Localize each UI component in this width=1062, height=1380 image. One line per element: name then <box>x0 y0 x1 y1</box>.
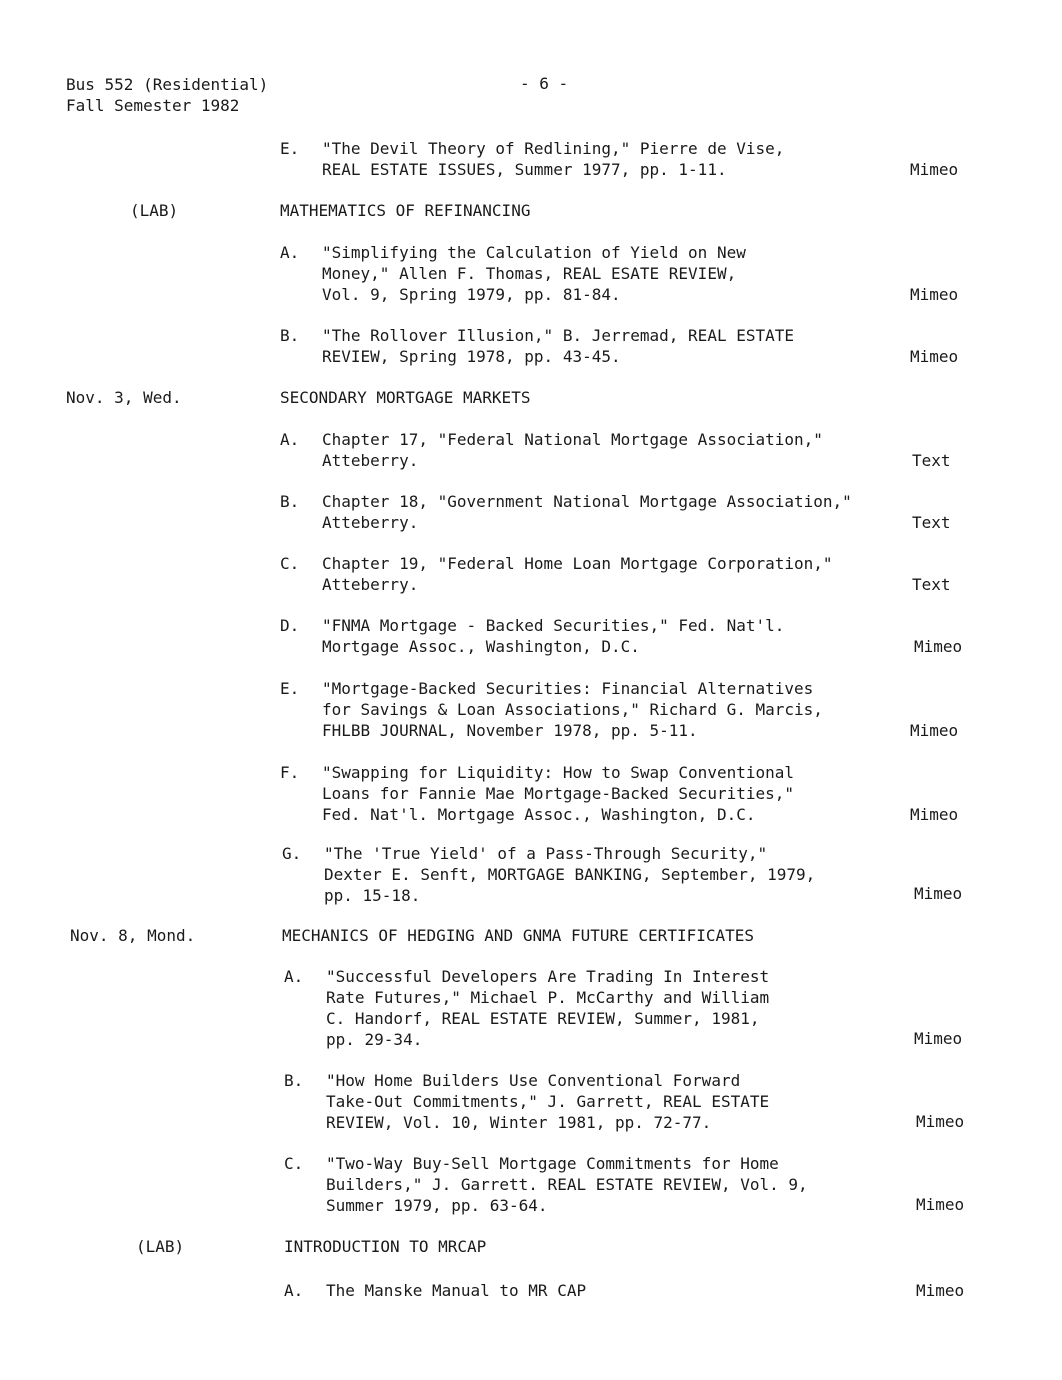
item-line: Fed. Nat'l. Mortgage Assoc., Washington, D.C. <box>322 805 756 824</box>
item-line: Builders," J. Garrett. REAL ESTATE REVIEW, Vol. 9, <box>326 1175 808 1194</box>
item-letter: D. <box>280 616 300 635</box>
item-line: "Two-Way Buy-Sell Mortgage Commitments for Home <box>326 1154 779 1173</box>
item-line: REVIEW, Vol. 10, Winter 1981, pp. 72-77. <box>326 1113 712 1132</box>
item-line: pp. 29-34. <box>326 1030 423 1049</box>
item-line: Atteberry. <box>322 575 419 594</box>
item-line: Chapter 18, "Government National Mortgage Association," <box>322 492 852 511</box>
item-letter: A. <box>280 430 300 449</box>
item-source: Mimeo <box>914 1029 963 1048</box>
item-letter: A. <box>280 243 300 262</box>
item-letter: C. <box>280 554 300 573</box>
session-topic: SECONDARY MORTGAGE MARKETS <box>280 388 531 407</box>
item-line: Atteberry. <box>322 451 419 470</box>
item-line: The Manske Manual to MR CAP <box>326 1281 587 1300</box>
item-source: Text <box>912 575 951 594</box>
semester-label: Fall Semester 1982 <box>66 96 240 115</box>
item-line: for Savings & Loan Associations," Richard G. Marcis, <box>322 700 823 719</box>
item-source: Text <box>912 513 951 532</box>
item-source: Text <box>912 451 951 470</box>
session-topic: MATHEMATICS OF REFINANCING <box>280 201 531 220</box>
item-source: Mimeo <box>910 347 959 366</box>
item-line: REVIEW, Spring 1978, pp. 43-45. <box>322 347 621 366</box>
item-line: Rate Futures," Michael P. McCarthy and William <box>326 988 770 1007</box>
session-topic: INTRODUCTION TO MRCAP <box>284 1237 487 1256</box>
item-line: "The Devil Theory of Redlining," Pierre de Vise, <box>322 139 785 158</box>
session-date: (LAB) <box>136 1237 185 1256</box>
item-letter: F. <box>280 763 300 782</box>
item-letter: B. <box>280 492 300 511</box>
item-line: "The 'True Yield' of a Pass-Through Security," <box>324 844 768 863</box>
item-source: Mimeo <box>914 637 963 656</box>
item-line: "Successful Developers Are Trading In Interest <box>326 967 770 986</box>
item-line: REAL ESTATE ISSUES, Summer 1977, pp. 1-11. <box>322 160 727 179</box>
item-line: "Mortgage-Backed Securities: Financial Alternatives <box>322 679 814 698</box>
item-line: "FNMA Mortgage - Backed Securities," Fed. Nat'l. <box>322 616 785 635</box>
item-line: Chapter 17, "Federal National Mortgage Association," <box>322 430 823 449</box>
item-line: Loans for Fannie Mae Mortgage-Backed Securities," <box>322 784 795 803</box>
item-letter: C. <box>284 1154 304 1173</box>
item-line: Mortgage Assoc., Washington, D.C. <box>322 637 640 656</box>
course-title: Bus 552 (Residential) <box>66 75 269 94</box>
item-letter: E. <box>280 679 300 698</box>
item-source: Mimeo <box>910 805 959 824</box>
session-date: Nov. 8, Mond. <box>70 926 196 945</box>
item-line: Chapter 19, "Federal Home Loan Mortgage Corporation," <box>322 554 833 573</box>
item-source: Mimeo <box>916 1112 965 1131</box>
item-line: Dexter E. Senft, MORTGAGE BANKING, September, 1979, <box>324 865 816 884</box>
item-letter: B. <box>284 1071 304 1090</box>
item-line: Take-Out Commitments," J. Garrett, REAL ESTATE <box>326 1092 770 1111</box>
item-line: "The Rollover Illusion," B. Jerremad, REAL ESTATE <box>322 326 795 345</box>
page-number: - 6 - <box>520 74 569 93</box>
item-letter: G. <box>282 844 302 863</box>
session-date: (LAB) <box>130 201 179 220</box>
item-line: Summer 1979, pp. 63-64. <box>326 1196 548 1215</box>
item-line: "Swapping for Liquidity: How to Swap Conventional <box>322 763 795 782</box>
item-source: Mimeo <box>914 884 963 903</box>
item-source: Mimeo <box>916 1281 965 1300</box>
item-letter: E. <box>280 139 300 158</box>
item-letter: A. <box>284 967 304 986</box>
item-source: Mimeo <box>910 160 959 179</box>
session-topic: MECHANICS OF HEDGING AND GNMA FUTURE CERTIFICATES <box>282 926 755 945</box>
item-source: Mimeo <box>910 721 959 740</box>
item-source: Mimeo <box>916 1195 965 1214</box>
item-letter: B. <box>280 326 300 345</box>
item-line: Vol. 9, Spring 1979, pp. 81-84. <box>322 285 621 304</box>
session-date: Nov. 3, Wed. <box>66 388 182 407</box>
item-line: Money," Allen F. Thomas, REAL ESATE REVIEW, <box>322 264 737 283</box>
item-line: C. Handorf, REAL ESTATE REVIEW, Summer, 1981, <box>326 1009 760 1028</box>
item-letter: A. <box>284 1281 304 1300</box>
item-line: pp. 15-18. <box>324 886 421 905</box>
item-source: Mimeo <box>910 285 959 304</box>
item-line: "Simplifying the Calculation of Yield on New <box>322 243 746 262</box>
item-line: Atteberry. <box>322 513 419 532</box>
item-line: "How Home Builders Use Conventional Forward <box>326 1071 741 1090</box>
item-line: FHLBB JOURNAL, November 1978, pp. 5-11. <box>322 721 698 740</box>
